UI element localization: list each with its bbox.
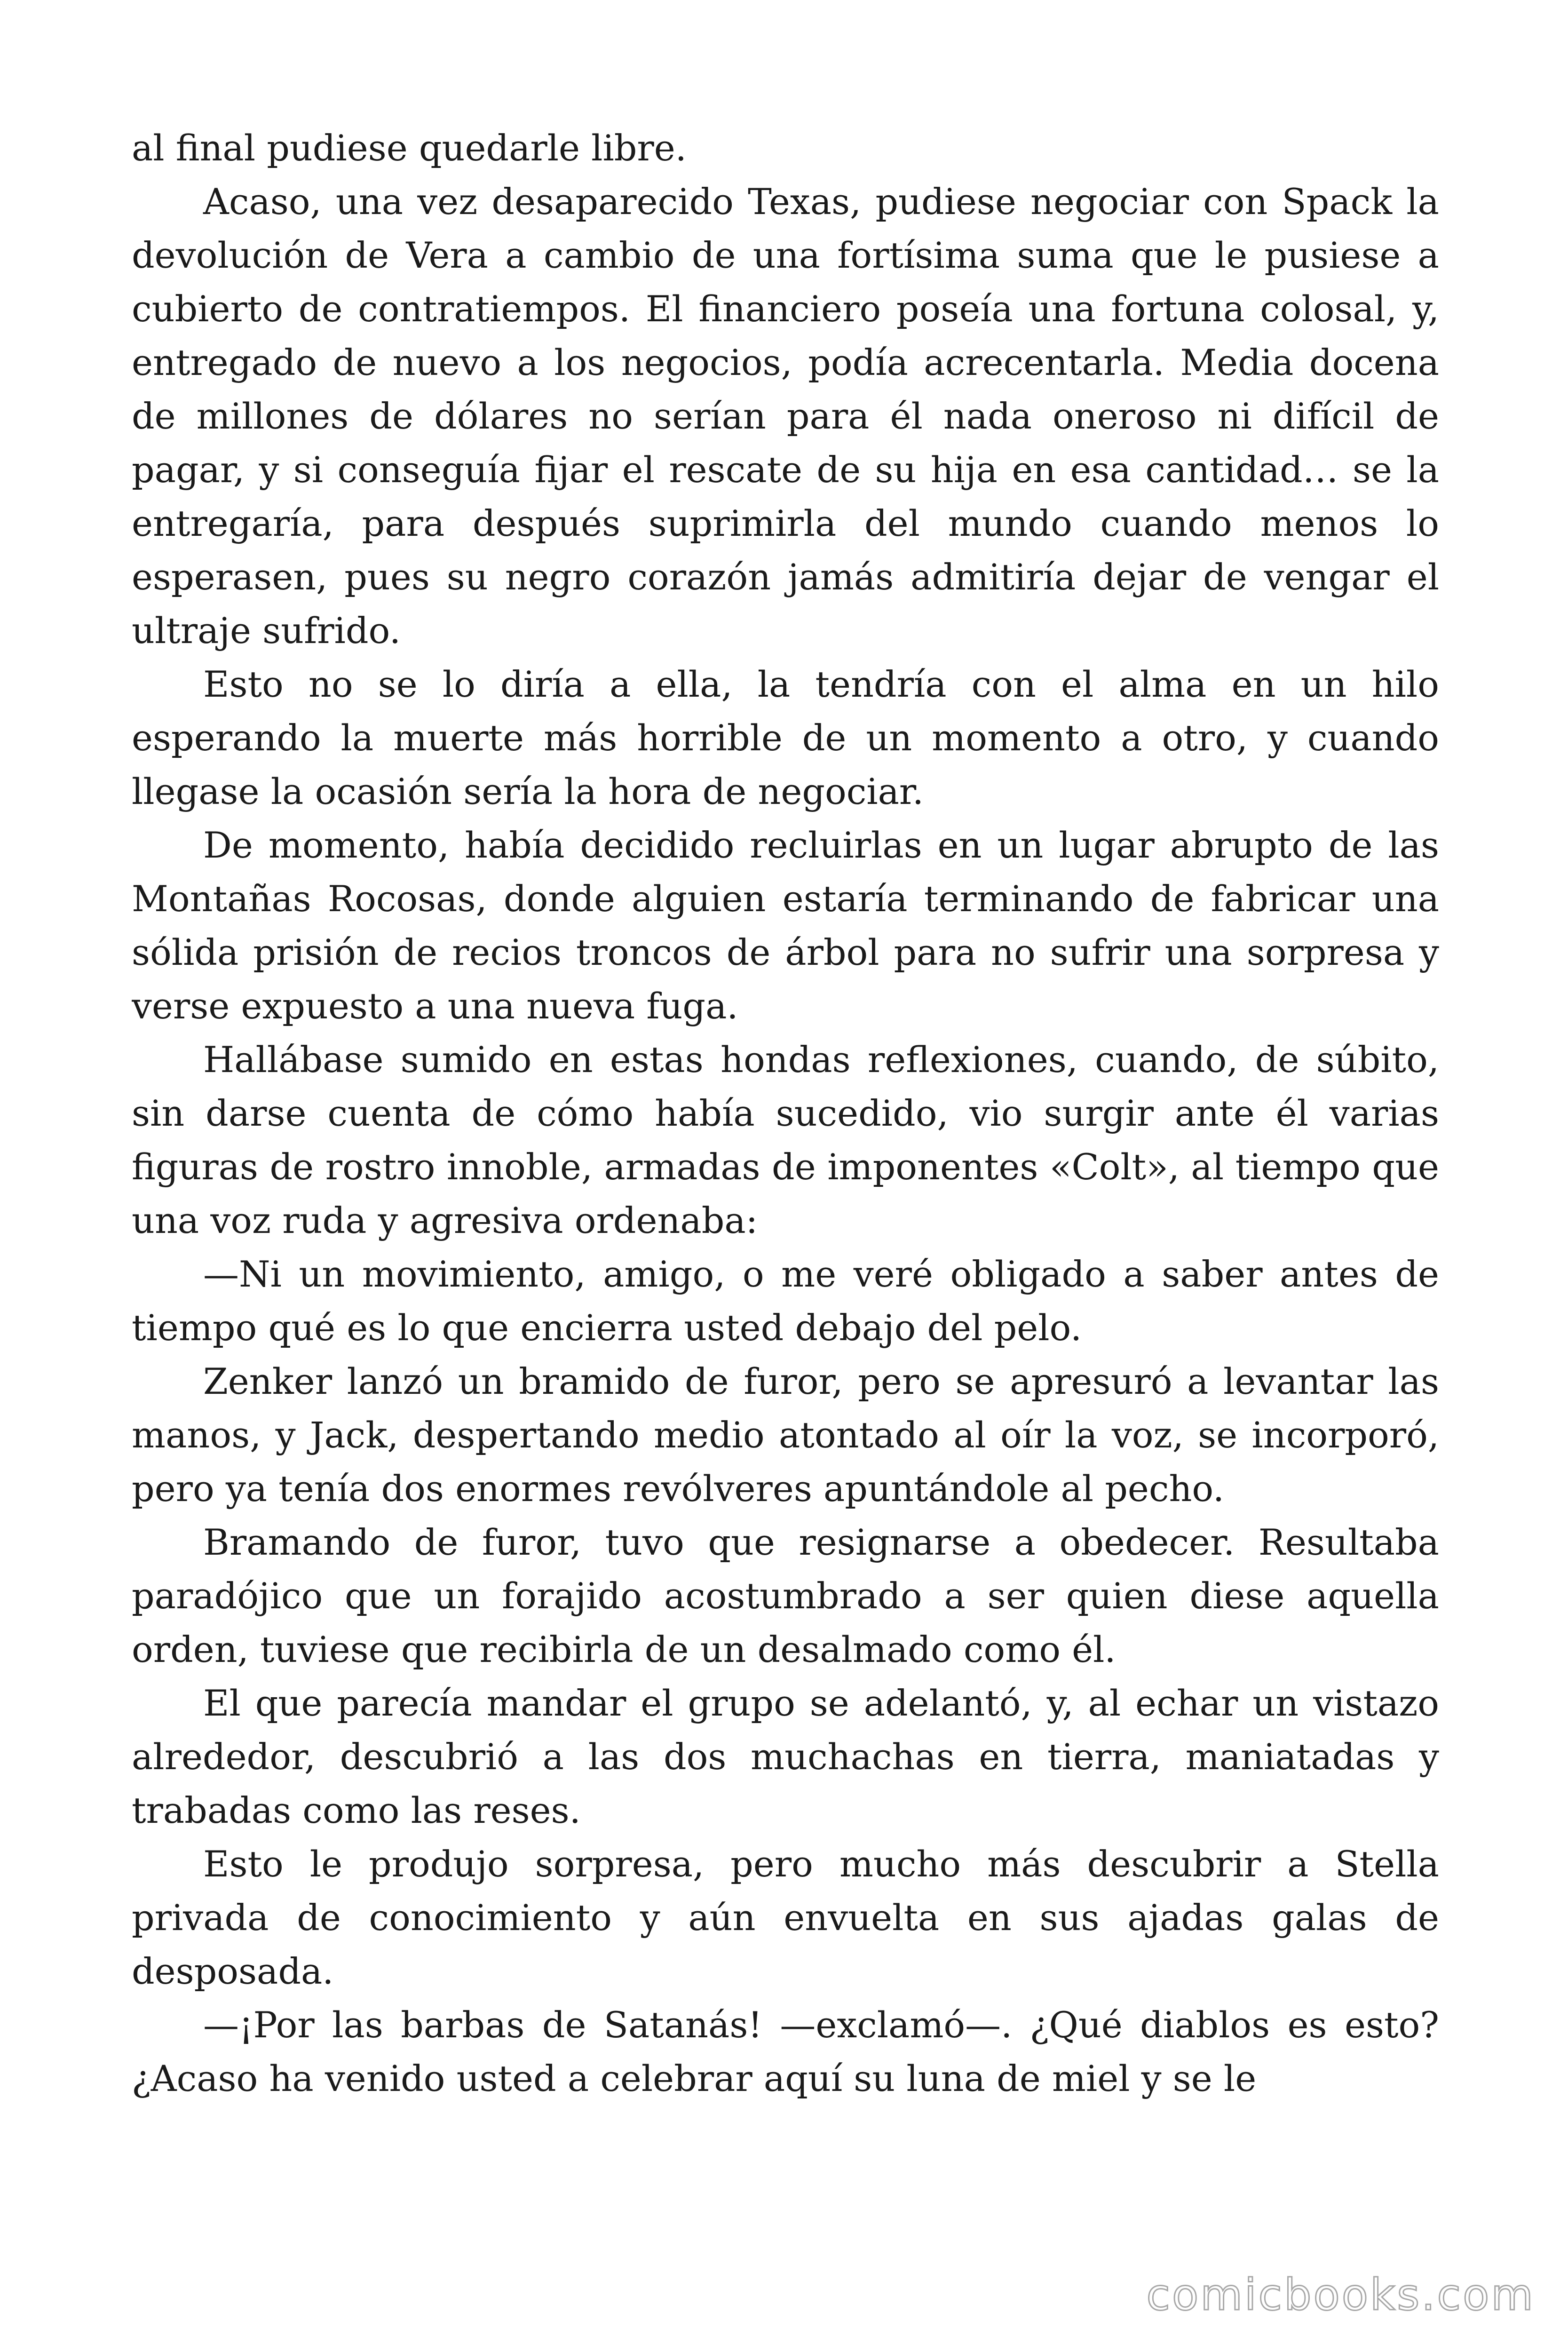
paragraph-10: Esto le produjo sorpresa, pero mucho más descubrir a Stella privada de conocimiento y aún envuelta en sus ajadas galas de desposada. [132,1843,1439,1992]
paragraph-1: al final pudiese quedarle libre. [132,127,687,169]
paragraph-11: —¡Por las barbas de Satanás! —exclamó—. ¿Qué diablos es esto? ¿Acaso ha venido usted a celebrar aquí su luna de miel y se le [132,2004,1439,2099]
watermark: comicbooks.com [1146,2270,1535,2320]
paragraph-9: El que parecía mandar el grupo se adelantó, y, al echar un vistazo alrededor, descubrió a las dos muchachas en tierra, maniatadas y trabadas como las reses. [132,1682,1439,1831]
paragraph-7: Zenker lanzó un bramido de furor, pero se apresuró a levantar las manos, y Jack, despertando medio atontado al oír la voz, se incorporó, pero ya tenía dos enormes revólveres apuntándole al pecho. [132,1360,1439,1510]
paragraph-8: Bramando de furor, tuvo que resignarse a obedecer. Resultaba paradójico que un forajido acostumbrado a ser quien diese aquella orden, tuviese que recibirla de un desalmado como él. [132,1521,1439,1670]
paragraph-4: De momento, había decidido recluirlas en un lugar abrupto de las Montañas Rocosas, donde alguien estaría terminando de fabricar una sólida prisión de recios troncos de árbol para no sufrir una sorpresa y verse expuesto a una nueva fuga. [132,824,1439,1027]
paragraph-5: Hallábase sumido en estas hondas reflexiones, cuando, de súbito, sin darse cuenta de cómo había sucedido, vio surgir ante él varias figuras de rostro innoble, armadas de imponentes «Colt», al tiempo que una voz ruda y agresiva ordenaba: [132,1039,1439,1241]
paragraph-3: Esto no se lo diría a ella, la tendría con el alma en un hilo esperando la muerte más horrible de un momento a otro, y cuando llegase la ocasión sería la hora de negociar. [132,663,1439,812]
paragraph-2: Acaso, una vez desaparecido Texas, pudiese negociar con Spack la devolución de Vera a cambio de una fortísima suma que le pusiese a cubierto de contratiempos. El financiero poseía una fortuna colosal, y, entregado de nuevo a los negocios, podía acrecentarla. Media docena de millones de dólares no serían para él nada oneroso ni difícil de pagar, y si conseguía fijar el rescate de su hija en esa cantidad… se la entregaría, para después suprimirla del mundo cuando menos lo esperasen, pues su negro corazón jamás admitiría dejar de vengar el ultraje sufrido. [132,181,1439,652]
paragraph-6: —Ni un movimiento, amigo, o me veré obligado a saber antes de tiempo qué es lo que encierra usted debajo del pelo. [132,1253,1439,1349]
book-page [132,121,1439,2210]
